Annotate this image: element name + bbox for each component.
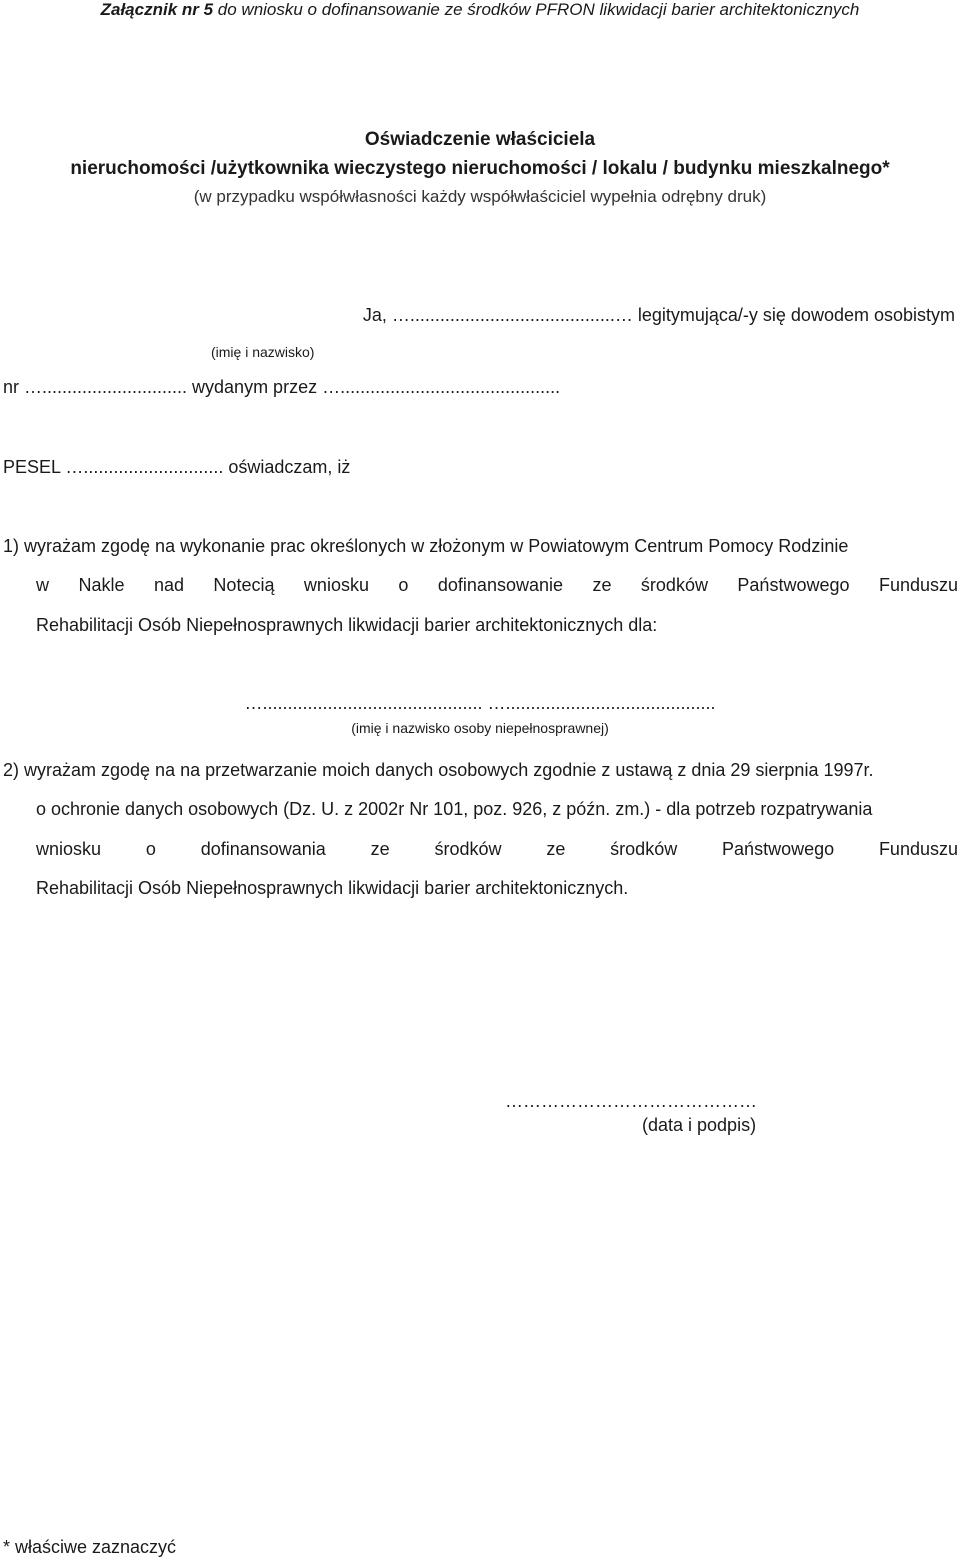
declarant-name-line: Ja, ….........................................… legitymująca/-y się dowodem osobistym: [362, 305, 955, 325]
point2-line3: wniosku o dofinansowania ze środków ze środków Państwowego Funduszu: [36, 839, 958, 859]
point1-line1: 1) wyrażam zgodę na wykonanie prac określonych w złożonym w Powiatowym Centrum Pomocy Rodzinie: [3, 536, 849, 556]
point1-line3: Rehabilitacji Osób Niepełnosprawnych likwidacji barier architektonicznych dla:: [36, 615, 658, 635]
document-subtitle: (w przypadku współwłasności każdy współwłaściciel wypełnia odrębny druk): [193, 187, 767, 206]
document-title-line2: nieruchomości /użytkownika wieczystego nieruchomości / lokalu / budynku mieszkalnego*: [70, 158, 890, 179]
annex-description: do wniosku o dofinansowanie ze środków PFRON likwidacji barier architektonicznych: [213, 0, 860, 19]
point2-line2: o ochronie danych osobowych (Dz. U. z 2002r Nr 101, poz. 926, z późn. zm.) - dla potrzeb rozpatrywania: [36, 799, 873, 819]
point2-line4: Rehabilitacji Osób Niepełnosprawnych likwidacji barier architektonicznych.: [36, 878, 629, 898]
point2-line1: 2) wyrażam zgodę na na przetwarzanie moich danych osobowych zgodnie z ustawą z dnia 29 sierpnia 1997r.: [3, 760, 874, 780]
footnote: * właściwe zaznaczyć: [3, 1537, 177, 1557]
annex-number: Załącznik nr 5: [100, 0, 214, 19]
annex-header: [0, 0, 960, 20]
signature-caption: (data i podpis): [642, 1115, 757, 1135]
name-caption: (imię i nazwisko): [211, 344, 315, 360]
point1-line2: w Nakle nad Notecią wniosku o dofinansowanie ze środków Państwowego Funduszu: [36, 575, 958, 595]
disabled-person-dots: …............................................ …..........................................: [244, 693, 716, 713]
signature-dots: ……………………………………: [505, 1091, 757, 1111]
id-number-line: nr …............................. wydanym przez …............................................: [3, 377, 561, 397]
document-title: Oświadczenie właściciela: [364, 129, 596, 150]
pesel-line: PESEL …............................ oświadczam, iż: [3, 457, 351, 477]
disabled-person-caption: (imię i nazwisko osoby niepełnosprawnej): [351, 720, 609, 736]
